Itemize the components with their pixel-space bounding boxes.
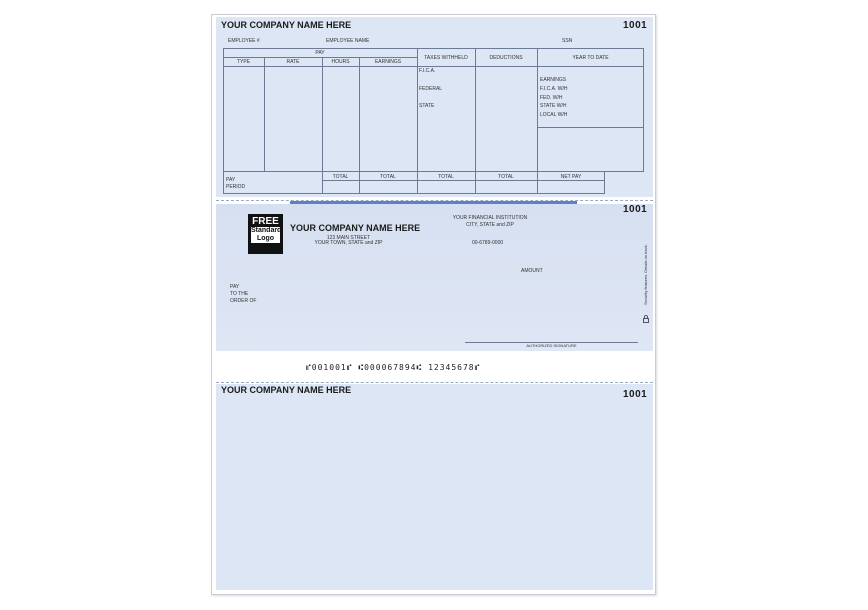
pay-period-label-2: PERIOD [226,184,246,190]
employee-number-label: EMPLOYEE # [228,38,260,44]
pay-to-label-1: PAY [230,284,240,290]
ytd-earnings: EARNINGS [540,77,567,83]
top-stub-check-number: 1001 [623,20,648,31]
total-earnings: TOTAL [380,174,396,180]
amount-label: AMOUNT [521,268,543,274]
top-stub-company-name: YOUR COMPANY NAME HERE [221,20,352,30]
col-earnings: EARNINGS [374,59,402,65]
total-taxes: TOTAL [438,174,454,180]
net-pay-label: NET PAY [560,174,582,180]
pay-to-label-3: ORDER OF [230,298,257,304]
micr-line: ⑈001001⑈ ⑆000067894⑆ 12345678⑈ [306,363,481,372]
company-address-line2: YOUR TOWN, STATE and ZIP [314,240,383,246]
free-standard-logo: FREE Standard Logo [248,214,283,254]
routing-fraction: 00-6789-0000 [472,240,504,246]
bottom-stub-check-number: 1001 [623,389,648,400]
bank-name: YOUR FINANCIAL INSTITUTION [452,215,528,221]
deductions-header: DEDUCTIONS [489,55,523,61]
ytd-state: STATE W/H [540,103,567,109]
tax-federal: FEDERAL [419,86,443,92]
pay-to-label-2: TO THE [230,291,249,297]
year-to-date-header: YEAR TO DATE [572,55,609,61]
pay-header: PAY [315,50,325,56]
padlock-icon [643,310,649,318]
signature-label: AUTHORIZED SIGNATURE [526,343,577,348]
ytd-local: LOCAL W/H [540,112,568,118]
ytd-fica: F.I.C.A. W/H [540,86,568,92]
ssn-label: SSN [562,38,573,44]
col-type: TYPE [236,59,251,65]
check-number: 1001 [623,204,648,215]
total-hours: TOTAL [332,174,349,180]
bottom-stub-company-name: YOUR COMPANY NAME HERE [221,385,352,395]
tax-fica: F.I.C.A. [419,68,436,74]
bank-city: CITY, STATE and ZIP [466,222,514,228]
bottom-stub [216,384,653,590]
col-hours: HOURS [331,59,350,65]
pay-period-label-1: PAY [226,177,236,183]
taxes-withheld-header: TAXES WITHHELD [424,55,468,61]
tax-state: STATE [419,103,435,109]
check-company-name: YOUR COMPANY NAME HERE [290,223,421,233]
company-address-line1: 123 MAIN STREET [326,235,371,241]
employee-name-label: EMPLOYEE NAME [326,38,370,44]
col-rate: RATE [286,59,300,65]
total-deductions: TOTAL [498,174,514,180]
security-features-text: Security features. Details on back. [643,244,648,305]
ytd-federal: FED. W/H [540,95,563,101]
